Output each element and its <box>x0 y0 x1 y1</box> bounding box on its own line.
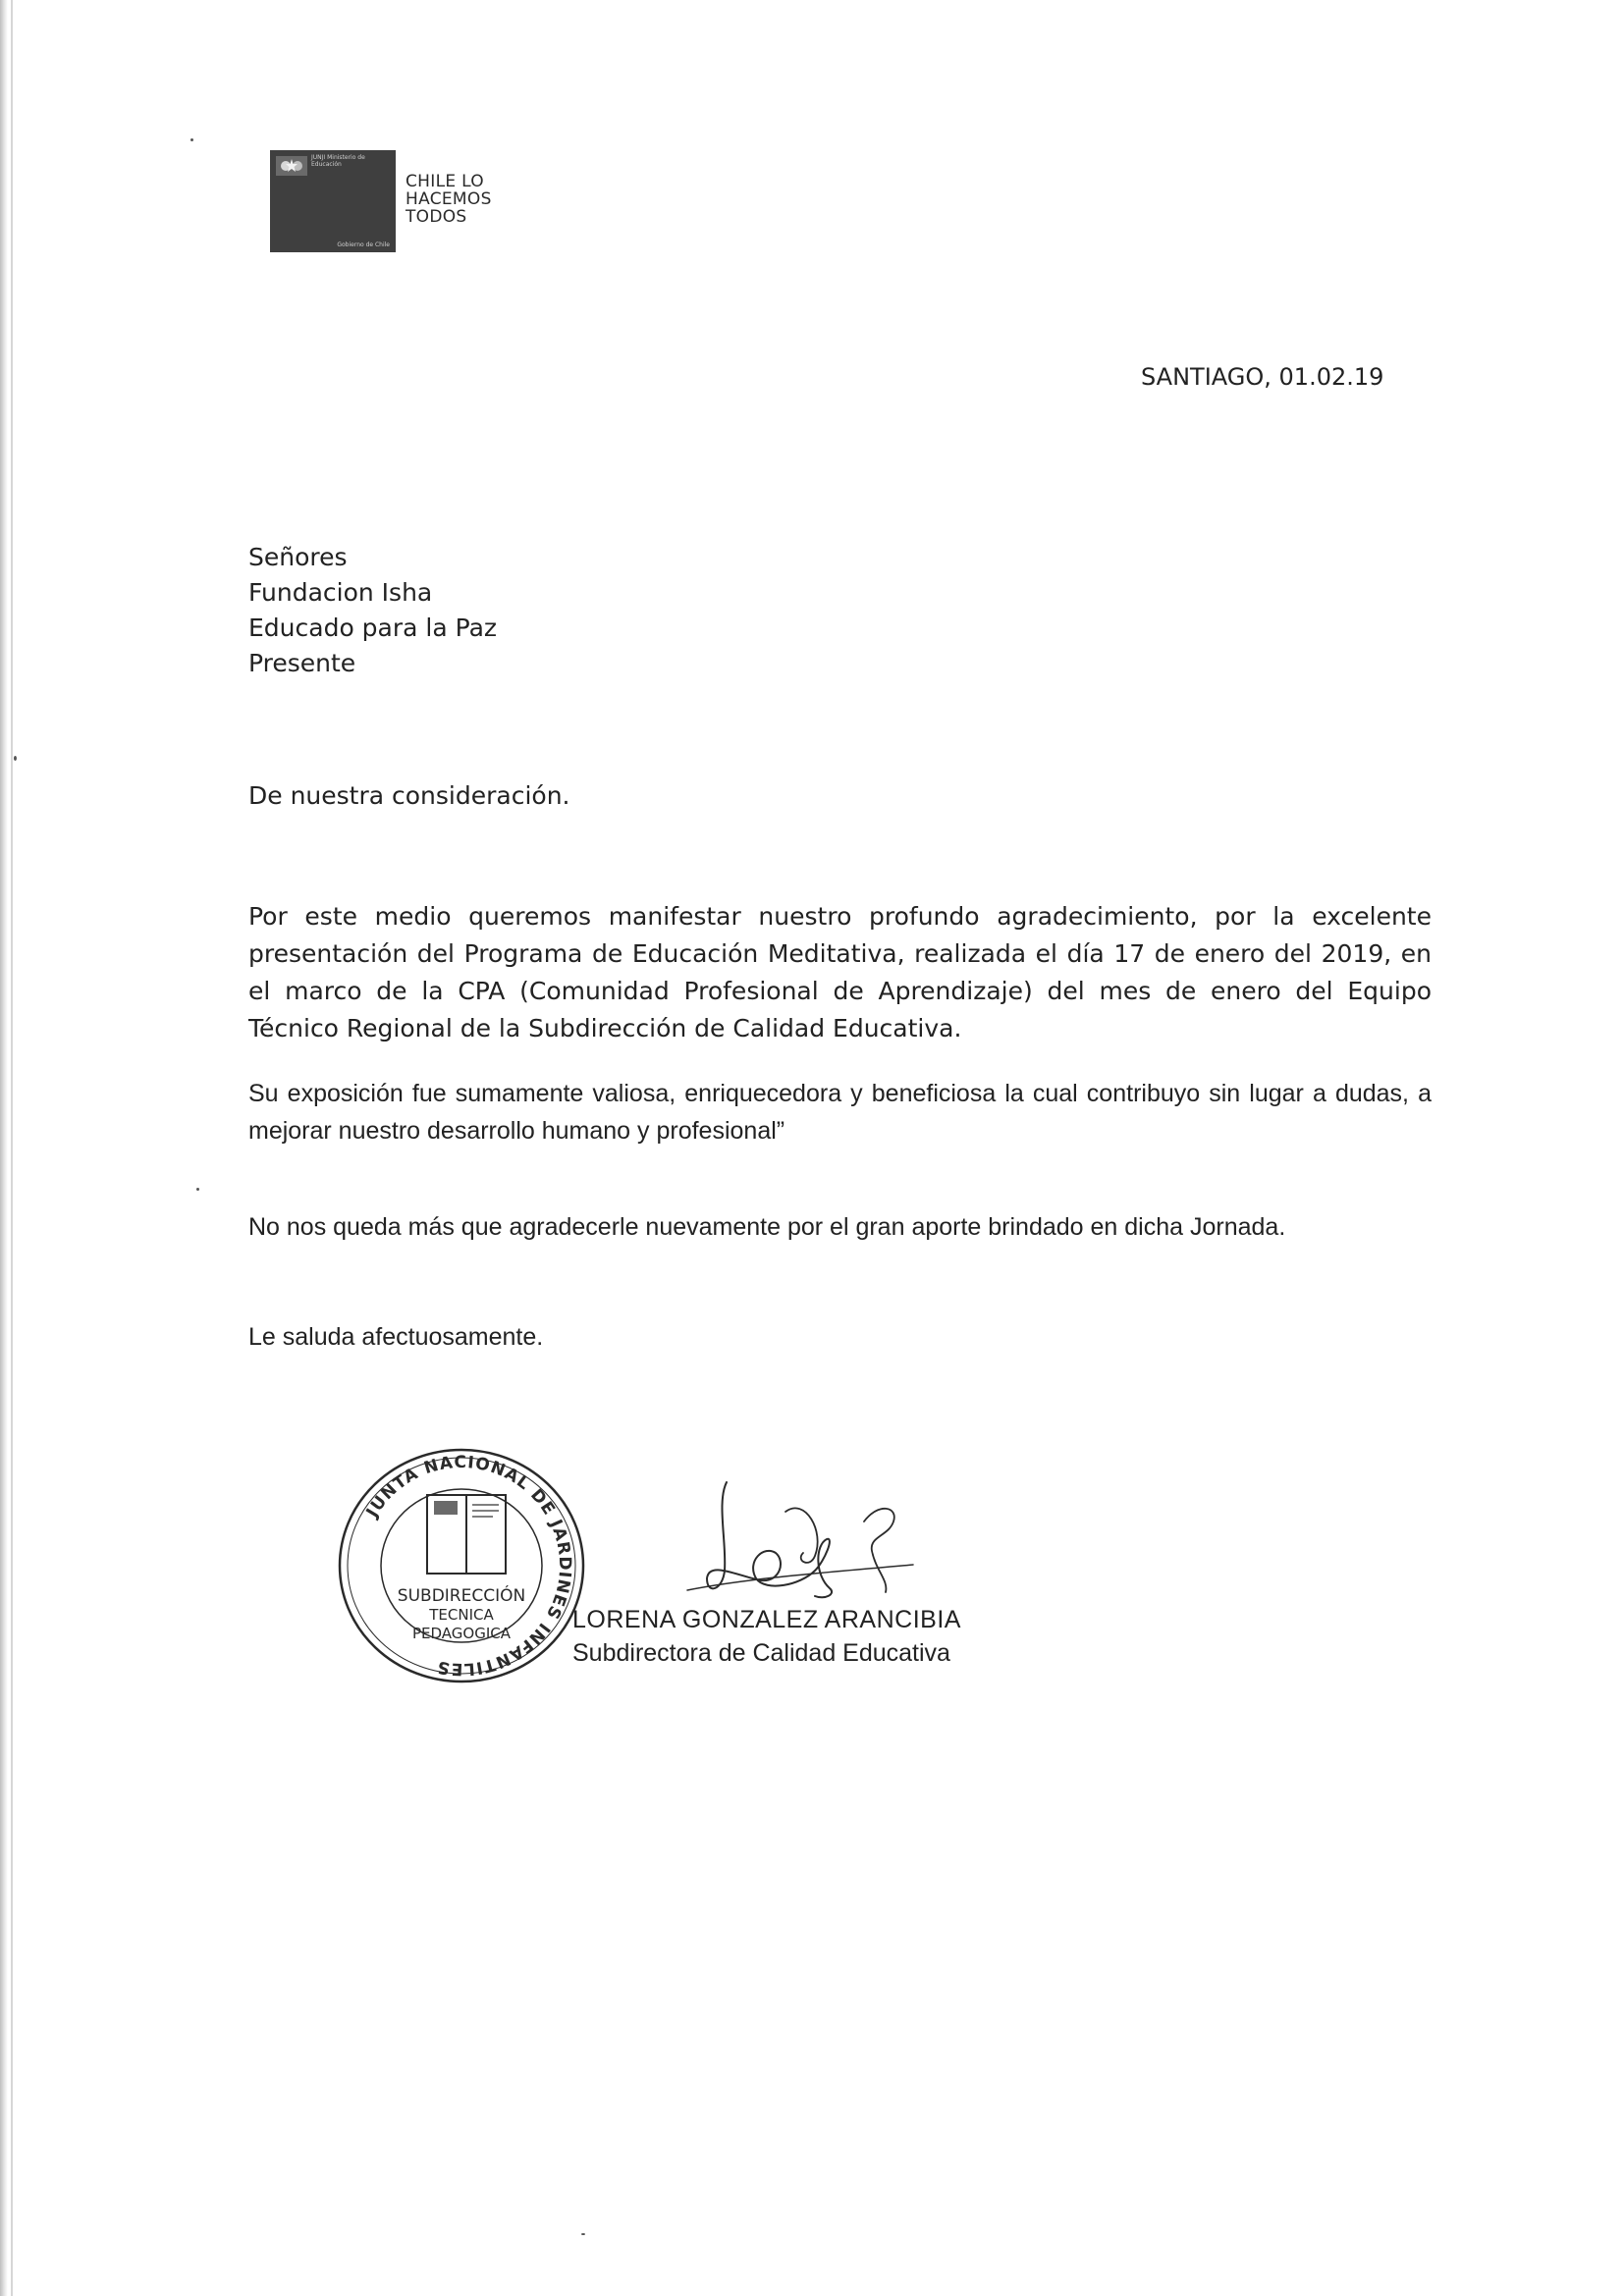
scan-speck <box>196 1188 199 1191</box>
recipient-block <box>248 540 497 681</box>
chile-crest-icon <box>276 156 307 176</box>
recipient-line: Fundacion Isha <box>248 578 433 607</box>
stamp-center-line: PEDAGOGICA <box>411 1625 512 1642</box>
stamp-ring-text: JUNTA NACIONAL DE JARDINES INFANTILES <box>362 1452 575 1680</box>
signer-title: Subdirectora de Calidad Educativa <box>572 1639 950 1667</box>
government-logo <box>270 150 396 252</box>
salutation: De nuestra consideración. <box>248 781 570 810</box>
slogan-line: CHILE LO <box>406 172 484 191</box>
stamp-center-line: TECNICA <box>429 1606 494 1624</box>
scan-edge-line <box>11 0 13 2296</box>
scan-speck <box>190 138 193 141</box>
slogan-line: TODOS <box>406 207 467 227</box>
letter-date: SANTIAGO, 01.02.19 <box>1141 363 1384 391</box>
stamp-center-line: SUBDIRECCIÓN <box>397 1586 526 1606</box>
logo-footer-text: Gobierno de Chile <box>337 241 390 248</box>
scan-speck <box>14 756 17 761</box>
recipient-line: Señores <box>248 543 348 571</box>
body-paragraph: Por este medio queremos manifestar nuestro profundo agradecimiento, por la excelente presentación del Programa de Educación Meditativa, realizada el día 17 de enero del 2019, en el marco de la CPA (Comunidad Profesional de Aprendizaje) del mes de enero del Equipo Técnico Regional de la Subdirección de Calidad Educativa. <box>248 902 1432 1042</box>
stamp-emblem <box>427 1495 506 1574</box>
scan-speck <box>581 2233 585 2235</box>
handwritten-signature <box>668 1463 962 1620</box>
official-stamp <box>334 1438 589 1693</box>
logo-ministry-text: JUNJI Ministerio de Educación <box>311 154 365 168</box>
logo-slogan <box>406 173 492 226</box>
scan-edge <box>0 0 8 2296</box>
slogan-line: HACEMOS <box>406 189 492 209</box>
signer-name: LORENA GONZALEZ ARANCIBIA <box>572 1606 961 1633</box>
closing-line: Le saluda afectuosamente. <box>248 1323 544 1351</box>
recipient-line: Presente <box>248 649 356 677</box>
recipient-line: Educado para la Paz <box>248 614 498 642</box>
body-paragraph: No nos queda más que agradecerle nuevamente por el gran aporte brindado en dicha Jornada. <box>248 1213 1286 1241</box>
body-paragraph: Su exposición fue sumamente valiosa, enriquecedora y beneficiosa la cual contribuyo sin lugar a dudas, a mejorar nuestro desarrollo humano y profesional” <box>248 1080 1432 1145</box>
